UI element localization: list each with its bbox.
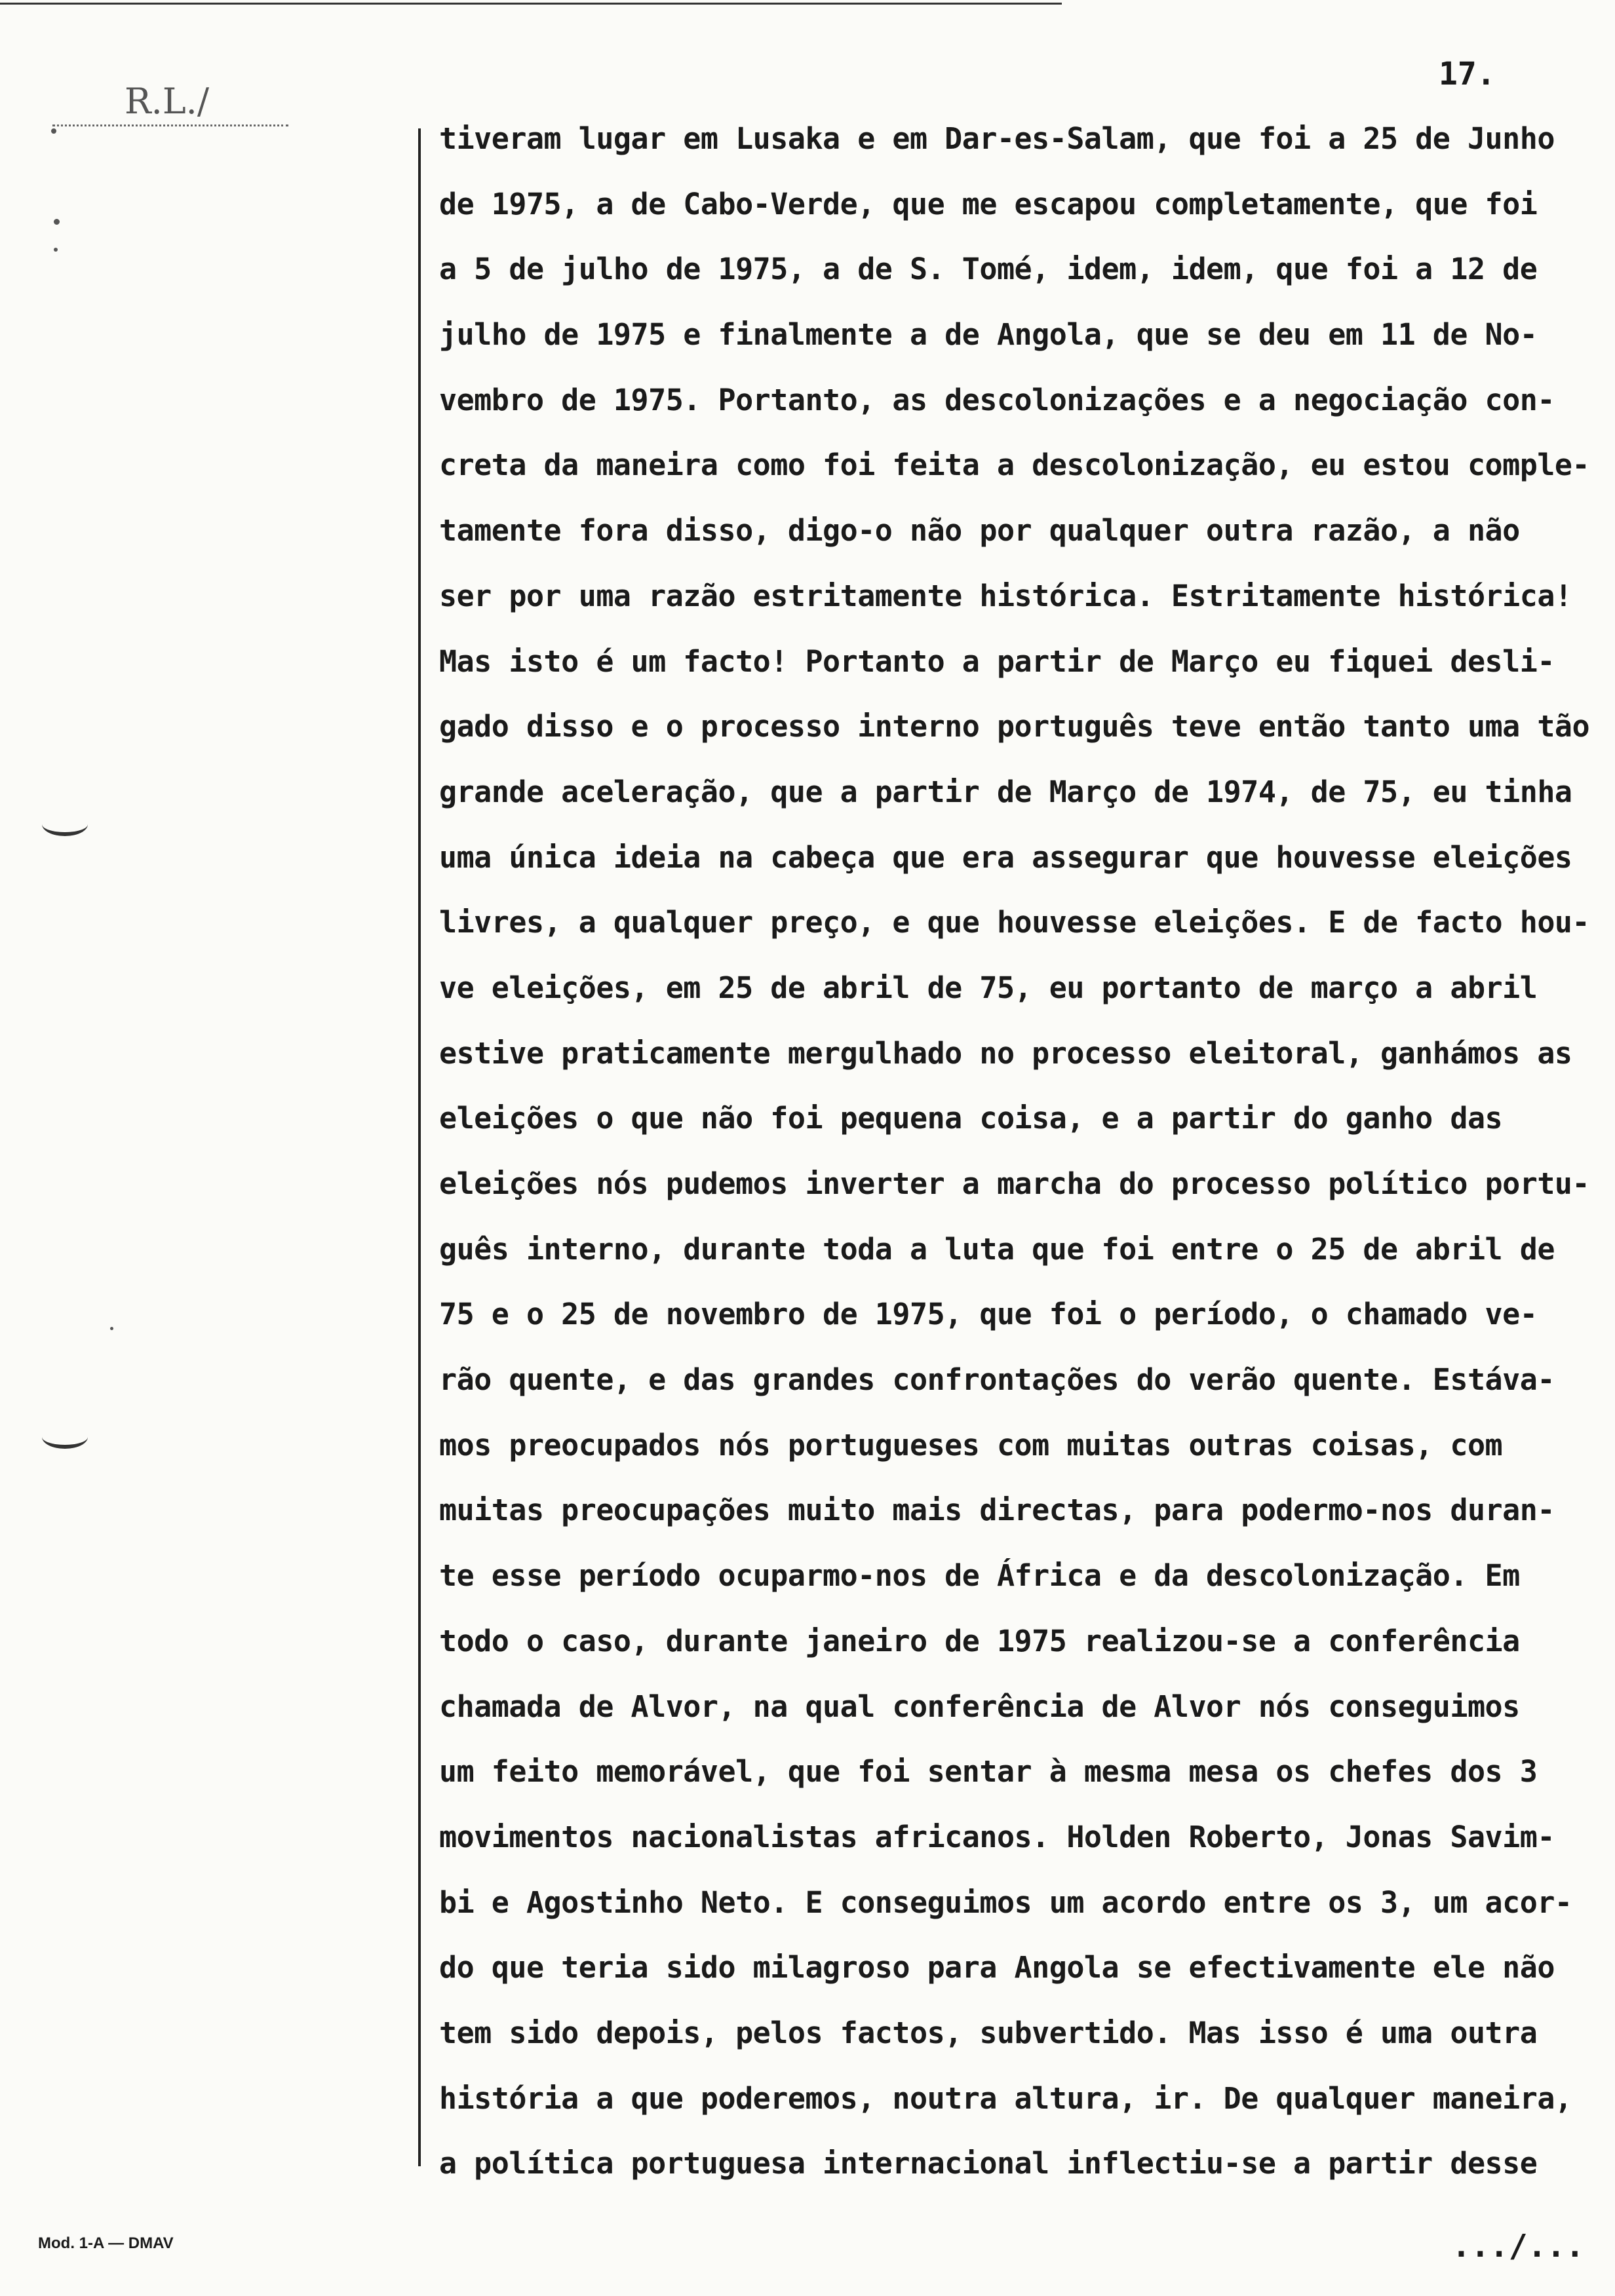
text-line: ser por uma razão estritamente histórica. Estritamente histórica! bbox=[439, 578, 1572, 613]
text-line: eleições nós pudemos inverter a marcha do processo político portu- bbox=[439, 1166, 1590, 1201]
text-line: guês interno, durante toda a luta que foi entre o 25 de abril de bbox=[439, 1231, 1555, 1267]
text-line: ve eleições, em 25 de abril de 75, eu portanto de março a abril bbox=[439, 970, 1538, 1005]
text-line: a política portuguesa internacional inflectiu-se a partir desse bbox=[439, 2146, 1538, 2181]
text-line: Mas isto é um facto! Portanto a partir de Março eu fiquei desli- bbox=[439, 643, 1555, 679]
text-line: gado disso e o processo interno português teve então tanto uma tão bbox=[439, 709, 1590, 744]
text-line: eleições o que não foi pequena coisa, e a partir do ganho das bbox=[439, 1101, 1503, 1136]
margin-rule bbox=[418, 128, 421, 2166]
text-line: um feito memorável, que foi sentar à mesma mesa os chefes dos 3 bbox=[439, 1754, 1538, 1789]
margin-speck bbox=[54, 219, 60, 225]
text-line: movimentos nacionalistas africanos. Holden Roberto, Jonas Savim- bbox=[439, 1819, 1555, 1854]
text-line: uma única ideia na cabeça que era assegurar que houvesse eleições bbox=[439, 839, 1572, 875]
margin-speck bbox=[110, 1327, 113, 1330]
text-line: a 5 de julho de 1975, a de S. Tomé, idem, idem, que foi a 12 de bbox=[439, 252, 1538, 287]
text-line: rão quente, e das grandes confrontações do verão quente. Estáva- bbox=[439, 1362, 1555, 1398]
text-line: muitas preocupações muito mais directas, para podermo-nos duran- bbox=[439, 1493, 1555, 1528]
top-rule bbox=[0, 3, 1062, 5]
margin-annotation: R.L./ bbox=[52, 79, 288, 126]
punch-hole-mark bbox=[42, 813, 88, 836]
text-line: bi e Agostinho Neto. E conseguimos um acordo entre os 3, um acor- bbox=[439, 1885, 1572, 1920]
text-line: do que teria sido milagroso para Angola se efectivamente ele não bbox=[439, 1950, 1555, 1985]
text-line: tamente fora disso, digo-o não por qualquer outra razão, a não bbox=[439, 513, 1520, 548]
text-line: história a que poderemos, noutra altura, ir. De qualquer maneira, bbox=[439, 2080, 1572, 2116]
text-line: chamada de Alvor, na qual conferência de Alvor nós conseguimos bbox=[439, 1689, 1520, 1724]
text-line: livres, a qualquer preço, e que houvesse eleições. E de facto hou- bbox=[439, 905, 1590, 940]
text-line: tem sido depois, pelos factos, subvertido. Mas isso é uma outra bbox=[439, 2015, 1538, 2050]
margin-speck bbox=[51, 128, 56, 134]
body-text bbox=[439, 106, 1593, 2196]
punch-hole-mark bbox=[42, 1425, 88, 1449]
continuation-mark: .../... bbox=[1452, 2228, 1585, 2265]
text-line: 75 e o 25 de novembro de 1975, que foi o período, o chamado ve- bbox=[439, 1297, 1538, 1332]
text-line: mos preocupados nós portugueses com muitas outras coisas, com bbox=[439, 1427, 1503, 1463]
margin-speck bbox=[54, 248, 58, 252]
page-number: 17. bbox=[1439, 56, 1496, 92]
text-line: te esse período ocuparmo-nos de África e da descolonização. Em bbox=[439, 1558, 1520, 1594]
text-line: tiveram lugar em Lusaka e em Dar-es-Salam, que foi a 25 de Junho bbox=[439, 121, 1555, 156]
text-line: julho de 1975 e finalmente a de Angola, que se deu em 11 de No- bbox=[439, 317, 1538, 353]
text-line: todo o caso, durante janeiro de 1975 realizou-se a conferência bbox=[439, 1623, 1520, 1658]
text-line: de 1975, a de Cabo-Verde, que me escapou completamente, que foi bbox=[439, 186, 1538, 221]
form-identifier: Mod. 1-A — DMAV bbox=[38, 2234, 174, 2252]
text-line: grande aceleração, que a partir de Março de 1974, de 75, eu tinha bbox=[439, 774, 1572, 809]
text-line: creta da maneira como foi feita a descolonização, eu estou comple- bbox=[439, 448, 1590, 483]
text-line: estive praticamente mergulhado no processo eleitoral, ganhámos as bbox=[439, 1035, 1572, 1071]
text-line: vembro de 1975. Portanto, as descolonizações e a negociação con- bbox=[439, 382, 1555, 417]
